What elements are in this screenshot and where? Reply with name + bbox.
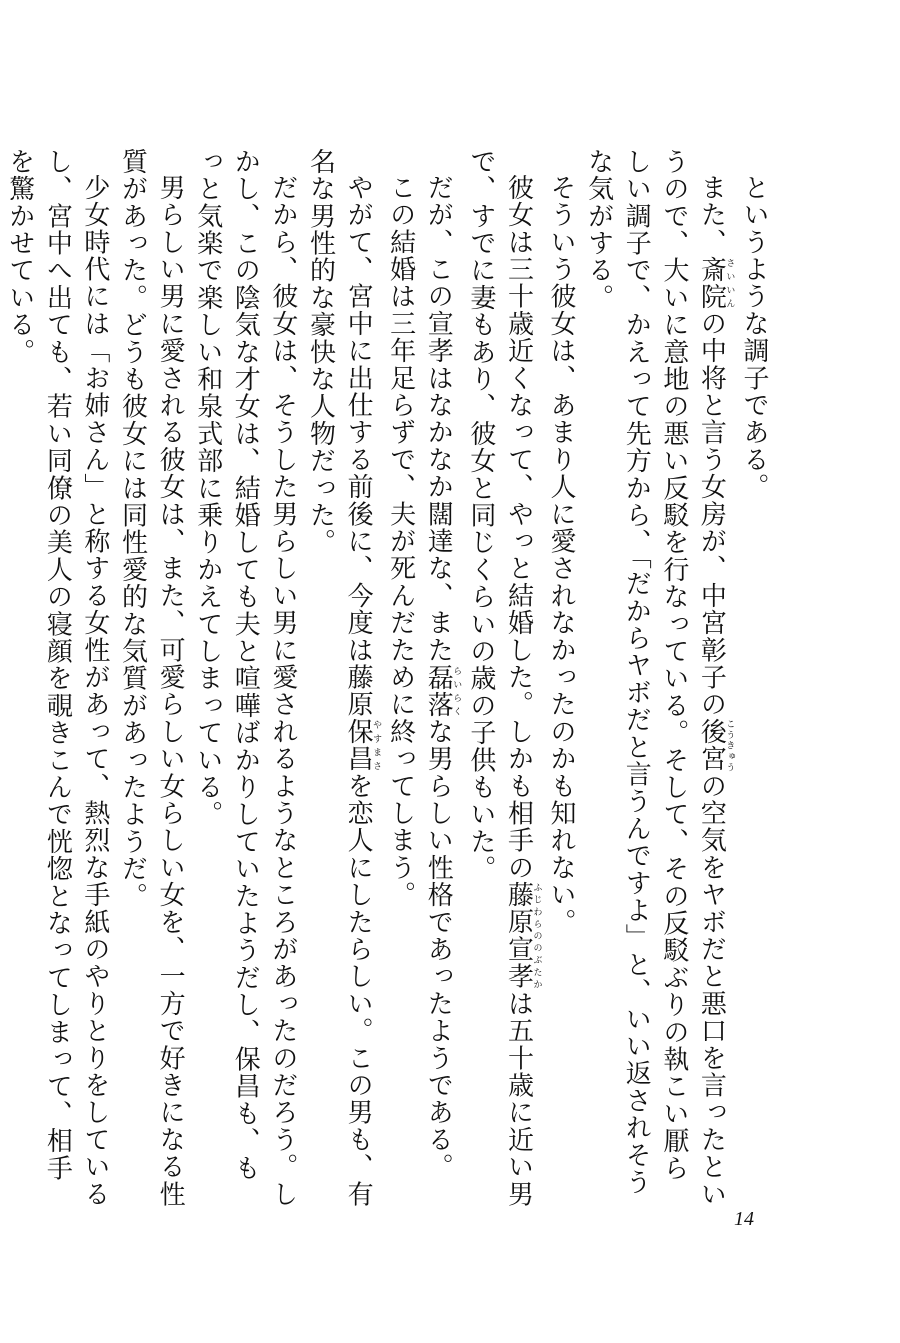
- text-run: 男らしい男に愛される彼女は、また、可愛らしい女らしい女を、一方で好きになる性質があった。どうも彼女には同性愛的な気質があったようだ。: [117, 148, 186, 1208]
- ruby-reading: らいらく: [451, 663, 462, 719]
- ruby-reading: ふじわらののぶたか: [531, 881, 542, 990]
- ruby-reading: さいいん: [724, 255, 735, 311]
- text-run: この結婚は三年足らずで、夫が死んだために終ってしまう。: [385, 174, 416, 909]
- ruby-base: 磊落: [423, 663, 454, 719]
- furigana-ruby: [423, 663, 462, 719]
- text-run: 彼女は三十歳近くなって、やっと結婚した。しかも相手の: [503, 174, 534, 882]
- furigana-ruby: [503, 881, 542, 991]
- text-run: の中将と言う女房が、中宮彰子の: [696, 310, 727, 719]
- paragraph: [461, 148, 541, 1208]
- ruby-base: 後宮: [696, 718, 727, 773]
- text-run: やがて、宮中に出仕する前後に、今度は藤原: [343, 174, 374, 718]
- vertical-body-text: [4, 148, 772, 1208]
- ruby-base: 保昌: [343, 718, 374, 773]
- ruby-base: 斎院: [696, 255, 727, 311]
- paragraph: [301, 148, 381, 1208]
- furigana-ruby: [696, 718, 735, 773]
- text-run: だが、この宣孝はなかなか闊達な、また: [423, 174, 454, 664]
- text-run: な男らしい性格であったようである。: [423, 718, 454, 1181]
- paragraph: [541, 148, 579, 1208]
- ruby-base: 藤原宣孝: [503, 881, 534, 991]
- paragraph: [734, 148, 772, 1208]
- text-run: の空気をヤボだと悪口を言ったというので、大いに意地の悪い反駁を行なっている。そして、その反駁ぶりの執こい厭らしい調子で、かえって先方から、「だからヤボだと言うんですよ」と、いい返されそうな気がする。: [583, 148, 727, 1208]
- paragraph: [579, 148, 734, 1208]
- text-run: は五十歳に近い男で、すでに妻もあり、彼女と同じくらいの歳の子供もいた。: [465, 148, 534, 1208]
- text-run: また、: [696, 174, 727, 256]
- text-run: を恋人にしたらしい。この男も、有名な男性的な豪快な人物だった。: [305, 148, 374, 1208]
- page-number: 14: [734, 1208, 754, 1230]
- text-run: というような調子である。: [739, 174, 769, 501]
- paragraph: [381, 148, 419, 1208]
- text-run: だから、彼女は、そうした男らしい男に愛されるようなところがあったのだろう。しかし、この陰気な才女は、結婚しても夫と喧嘩ばかりしていたようだし、保昌も、もっと気楽で楽しい和泉式部に乗りかえてしまっている。: [192, 148, 298, 1208]
- text-run: 少女時代には「お姉さん」と称する女性があって、熱烈な手紙のやりとりをしているし、宮中へ出ても、若い同僚の美人の寝顔を覗きこんで恍惚となってしまって、相手を驚かせている。: [4, 148, 110, 1208]
- furigana-ruby: [343, 718, 382, 773]
- text-run: そういう彼女は、あまり人に愛されなかったのかも知れない。: [546, 174, 577, 936]
- ruby-reading: やすまさ: [371, 718, 382, 773]
- paragraph: [188, 148, 301, 1208]
- furigana-ruby: [696, 255, 735, 311]
- paragraph: [0, 148, 113, 1208]
- paragraph: [419, 148, 462, 1208]
- ruby-reading: こうきゅう: [724, 718, 735, 773]
- paragraph: [113, 148, 188, 1208]
